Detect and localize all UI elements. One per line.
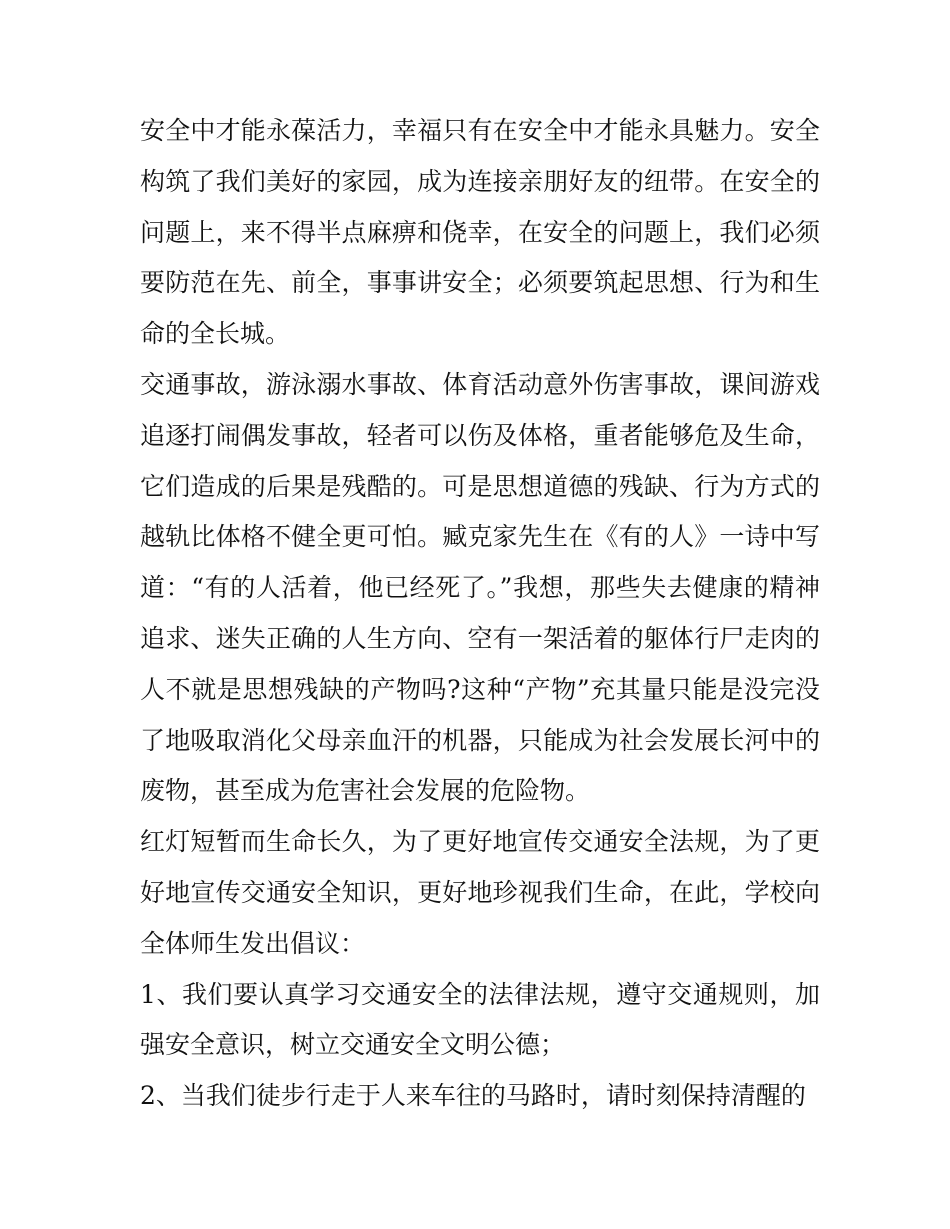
paragraph-3: 红灯短暂而生命长久，为了更好地宣传交通安全法规，为了更好地宣传交通安全知识，更好地珍视我们生命，在此，学校向全体师生发出倡议： [140,827,820,958]
document-body [140,106,820,1122]
paragraph-1: 安全中才能永葆活力，幸福只有在安全中才能永具魅力。安全构筑了我们美好的家园，成为连接亲朋好友的纽带。在安全的问题上，来不得半点麻痹和侥幸，在安全的问题上，我们必须要防范在先、前全，事事讲安全；必须要筑起思想、行为和生命的全长城。 [140,116,820,349]
paragraph-5: 2、当我们徒步行走于人来车往的马路时，请时刻保持清醒的 [140,1081,806,1111]
paragraph-4: 1、我们要认真学习交通安全的法律法规，遵守交通规则，加强安全意识，树立交通安全文明公德； [140,979,820,1060]
paragraph-2: 交通事故，游泳溺水事故、体育活动意外伤害事故，课间游戏追逐打闹偶发事故，轻者可以伤及体格，重者能够危及生命，它们造成的后果是残酷的。可是思想道德的残缺、行为方式的越轨比体格不健全更可怕。臧克家先生在《有的人》一诗中写道：“有的人活着，他已经死了。”我想，那些失去健康的精神追求、迷失正确的人生方向、空有一架活着的躯体行尸走肉的人不就是思想残缺的产物吗?这种“产物”充其量只能是没完没了地吸取消化父母亲血汗的机器，只能成为社会发展长河中的废物，甚至成为危害社会发展的危险物。 [140,369,820,806]
